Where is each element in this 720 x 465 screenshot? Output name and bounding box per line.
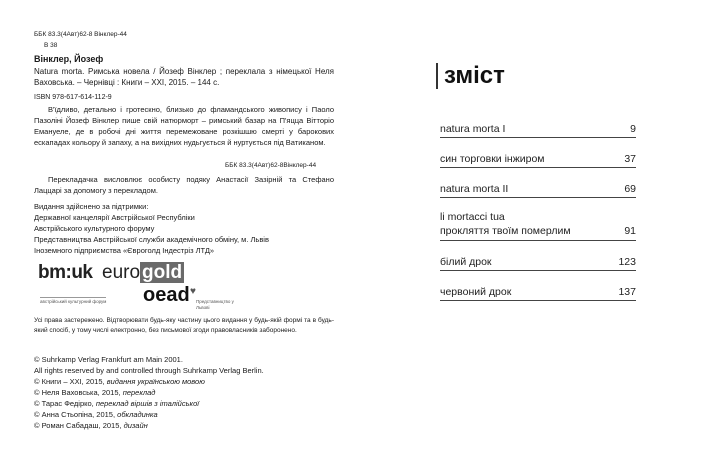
bbk-author-code: В 38: [44, 42, 58, 49]
copyright-role: дизайн: [123, 421, 148, 430]
toc-item-title: білий дрок: [440, 256, 492, 268]
toc-title: зміст: [436, 63, 505, 89]
table-of-contents: [440, 122, 636, 301]
copyright-line: [34, 398, 354, 409]
copyright-role: переклад віршів з італійської: [95, 399, 199, 408]
toc-item-title: червоний дрок: [440, 286, 512, 298]
copyright-role: видання українською мовою: [106, 377, 205, 386]
translator-thanks: Перекладачка висловлює особисту подяку Анастасії Зазірній та Стефано Лаццарі за допомогу з перекладом.: [34, 175, 334, 195]
supporter: Представництва Австрійської служби академічного обміну, м. Львів: [34, 235, 269, 244]
copyright-text: © Анна Стьопіна, 2015,: [34, 410, 118, 419]
cultural-forum-logo: австрійський культурний форум: [40, 299, 107, 304]
toc-item-page: 69: [624, 183, 636, 195]
eurogold-logo: [102, 262, 184, 284]
toc-item[interactable]: [440, 271, 636, 301]
copyright-text: © Неля Ваховська, 2015,: [34, 388, 123, 397]
supporter: Австрійського культурного форуму: [34, 224, 155, 233]
support-title: Видання здійснено за підтримки:: [34, 202, 149, 211]
eurogold-logo-gold: gold: [142, 262, 183, 283]
toc-item-page: 123: [618, 256, 636, 268]
oead-office-label: Представництво у Львові: [196, 299, 234, 310]
bbk-code-bottom: ББК 83.3(4Авт)62-8Вінклер-44: [225, 162, 317, 169]
heart-icon: ♥: [190, 286, 196, 297]
copyright-text: © Suhrkamp Verlag Frankfurt am Main 2001.: [34, 355, 183, 364]
copyright-text: © Тарас Федірко,: [34, 399, 96, 408]
annotation: В'їдливо, детально і гротескно, близько до фламандського живопису і Паоло Пазоліні Йозеф Вінклер пише свій натюрморт – римський базар на П'яцца Вітторіо Емануеле, де в робочі дні життя перемежоване розкішшю смерті у барокових ескападах кольору й запаху, а на вихідних нудьгується й нуртується під Ватиканом.: [34, 105, 334, 147]
toc-item[interactable]: [440, 241, 636, 271]
toc-item-page: 37: [624, 153, 636, 165]
toc-item-title: li mortacci tua: [440, 211, 505, 223]
eurogold-logo-euro: euro: [102, 262, 141, 283]
oead-logo: oead: [143, 284, 190, 306]
bmuk-logo: bm:uk: [38, 262, 93, 283]
copyright-line: [34, 365, 354, 376]
toc-item[interactable]: [440, 122, 636, 138]
toc-item-title: прокляття твоїм померлим: [440, 225, 571, 237]
copyright-text: © Книги – XXI, 2015,: [34, 377, 107, 386]
copyright-list: [34, 354, 354, 431]
copyright-line: [34, 420, 354, 431]
toc-item-title: natura morta II: [440, 183, 509, 195]
bibliographic-description: Natura morta. Римська новела / Йозеф Вінклер ; переклала з німецької Неля Ваховська. – Чернівці : Книги – XXI, 2015. – 144 с.: [34, 67, 334, 87]
copyright-line: [34, 387, 354, 398]
copyright-role: переклад: [122, 388, 156, 397]
bbk-code: ББК 83.3(4Авт)62-8 Вінклер-44: [34, 31, 127, 38]
toc-item[interactable]: [440, 138, 636, 168]
toc-item[interactable]: [440, 168, 636, 198]
author-heading: Вінклер, Йозеф: [34, 54, 104, 64]
toc-item[interactable]: [440, 198, 636, 241]
copyright-role: обкладинка: [117, 410, 158, 419]
copyright-text: © Роман Сабадаш, 2015,: [34, 421, 124, 430]
support-list: [34, 201, 344, 256]
copyright-text: All rights reserved by and controlled through Suhrkamp Verlag Berlin.: [34, 366, 264, 375]
copyright-line: [34, 376, 354, 387]
toc-item-title: natura morta I: [440, 123, 506, 135]
copyright-line: [34, 354, 354, 365]
isbn: ISBN 978-617-614-112-9: [34, 94, 112, 101]
supporter: Іноземного підприємства «Євроголд Індестріз ЛТД»: [34, 246, 215, 255]
copyright-line: [34, 409, 354, 420]
toc-item-page: 9: [630, 123, 636, 135]
supporter: Державної канцелярії Австрійської Республіки: [34, 213, 195, 222]
toc-item-page: 137: [618, 286, 636, 298]
toc-item-title: син торговки інжиром: [440, 153, 545, 165]
rights-notice: Усі права застережено. Відтворювати будь-яку частину цього видання у будь-якій формі та в будь-який спосіб, у тому числі електронно, без письмової згоди правовласників заборонено.: [34, 317, 334, 334]
toc-item-page: 91: [624, 225, 636, 237]
